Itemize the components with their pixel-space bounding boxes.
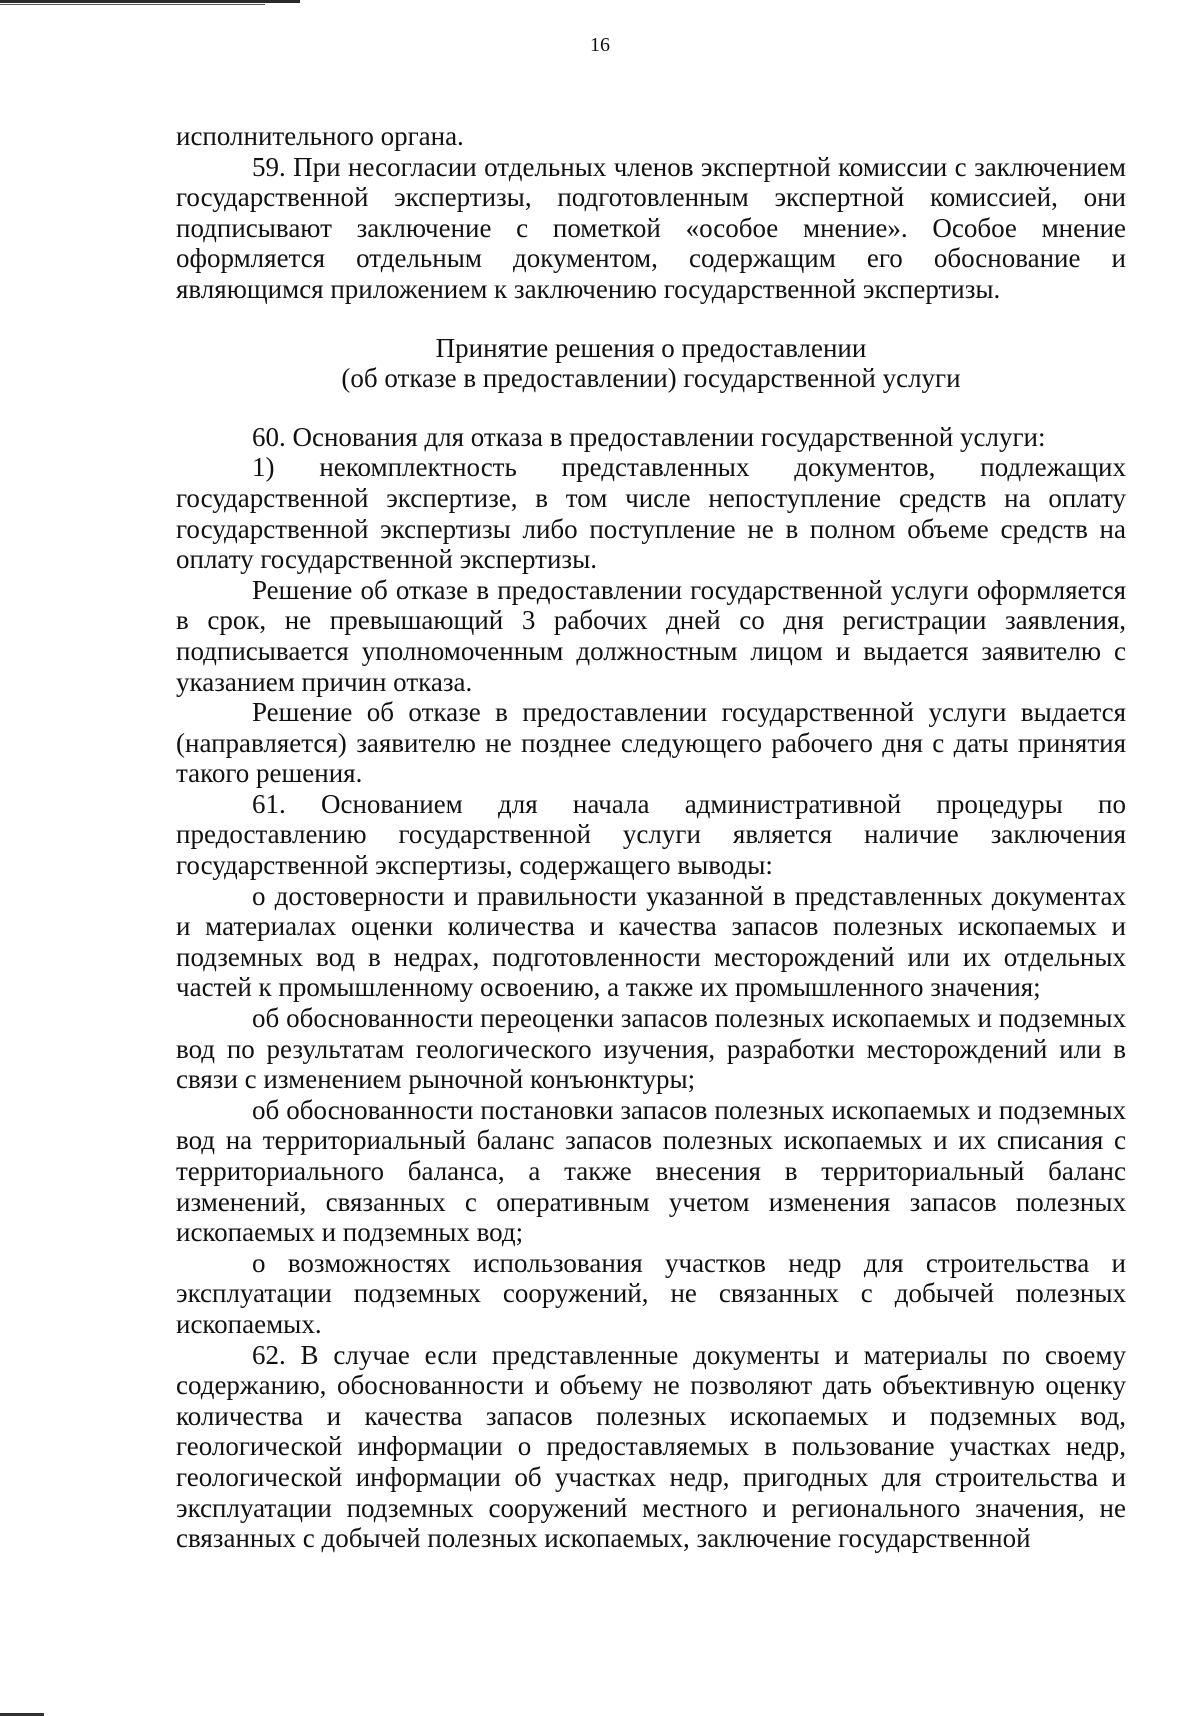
scan-edge-mark: [0, 0, 300, 3]
paragraph: 60. Основания для отказа в предоставлении государственной услуги:: [252, 421, 1046, 452]
paragraph: 1) некомплектность представленных документов, подлежащих государственной экспертизе, в том числе непоступление средств на оплату государственной экспертизы либо поступление не в полном объеме средств на оплату государственной экспертизы.: [176, 452, 1126, 575]
document-body: [176, 121, 1126, 1554]
scan-edge-mark: [285, 0, 300, 3]
paragraph: исполнительного органа.: [176, 121, 464, 151]
page-number: 16: [590, 34, 610, 56]
paragraph: 61. Основанием для начала административной процедуры по предоставлению государственной услуги является наличие заключения государственной экспертизы, содержащего выводы:: [176, 788, 1126, 881]
paragraph: 59. При несогласии отдельных членов экспертной комиссии с заключением государственной экспертизы, подготовленным экспертной комиссией, они подписывают заключение с пометкой «особое мнение». Особое мнение оформляется отдельным документом, содержащим его обоснование и являющимся приложением к заключению государственной экспертизы.: [176, 151, 1126, 304]
paragraph: Решение об отказе в предоставлении государственной услуги выдается (направляется) заявителю не позднее следующего рабочего дня с даты принятия такого решения.: [176, 697, 1126, 789]
paragraph: Решение об отказе в предоставлении государственной услуги оформляется в срок, не превышающий 3 рабочих дней со дня регистрации заявления, подписывается уполномоченным должностным лицом и выдается заявителю с указанием причин отказа.: [176, 574, 1126, 697]
paragraph: о возможностях использования участков недр для строительства и эксплуатации подземных сооружений, не связанных с добычей полезных ископаемых.: [176, 1247, 1126, 1339]
scan-edge-mark: [0, 4, 265, 5]
section-heading-line: Принятие решения о предоставлении: [435, 332, 867, 363]
paragraph: об обоснованности переоценки запасов полезных ископаемых и подземных вод по результатам геологического изучения, разработки месторождений или в связи с изменением рыночной конъюнктуры;: [176, 1003, 1126, 1095]
section-heading: [176, 333, 1126, 394]
paragraph: об обоснованности постановки запасов полезных ископаемых и подземных вод на территориальный баланс запасов полезных ископаемых и их списания с территориального баланса, а также внесения в территориальный баланс изменений, связанных с оперативным учетом изменения запасов полезных ископаемых и подземных вод;: [176, 1094, 1126, 1248]
paragraph: 62. В случае если представленные документы и материалы по своему содержанию, обоснованности и объему не позволяют дать объективную оценку количества и качества запасов полезных ископаемых и подземных вод, геологической информации о предоставляемых в пользование участках недр, геологической информации об участках недр, пригодных для строительства и эксплуатации подземных сооружений местного и регионального значения, не связанных с добычей полезных ископаемых, заключение государственной: [176, 1339, 1126, 1554]
section-heading-line: (об отказе в предоставлении) государственной услуги: [341, 363, 961, 394]
paragraph: о достоверности и правильности указанной в представленных документах и материалах оценки количества и качества запасов полезных ископаемых и подземных вод в недрах, подготовленности месторождений или их отдельных частей к промышленному освоению, а также их промышленного значения;: [176, 880, 1126, 1003]
